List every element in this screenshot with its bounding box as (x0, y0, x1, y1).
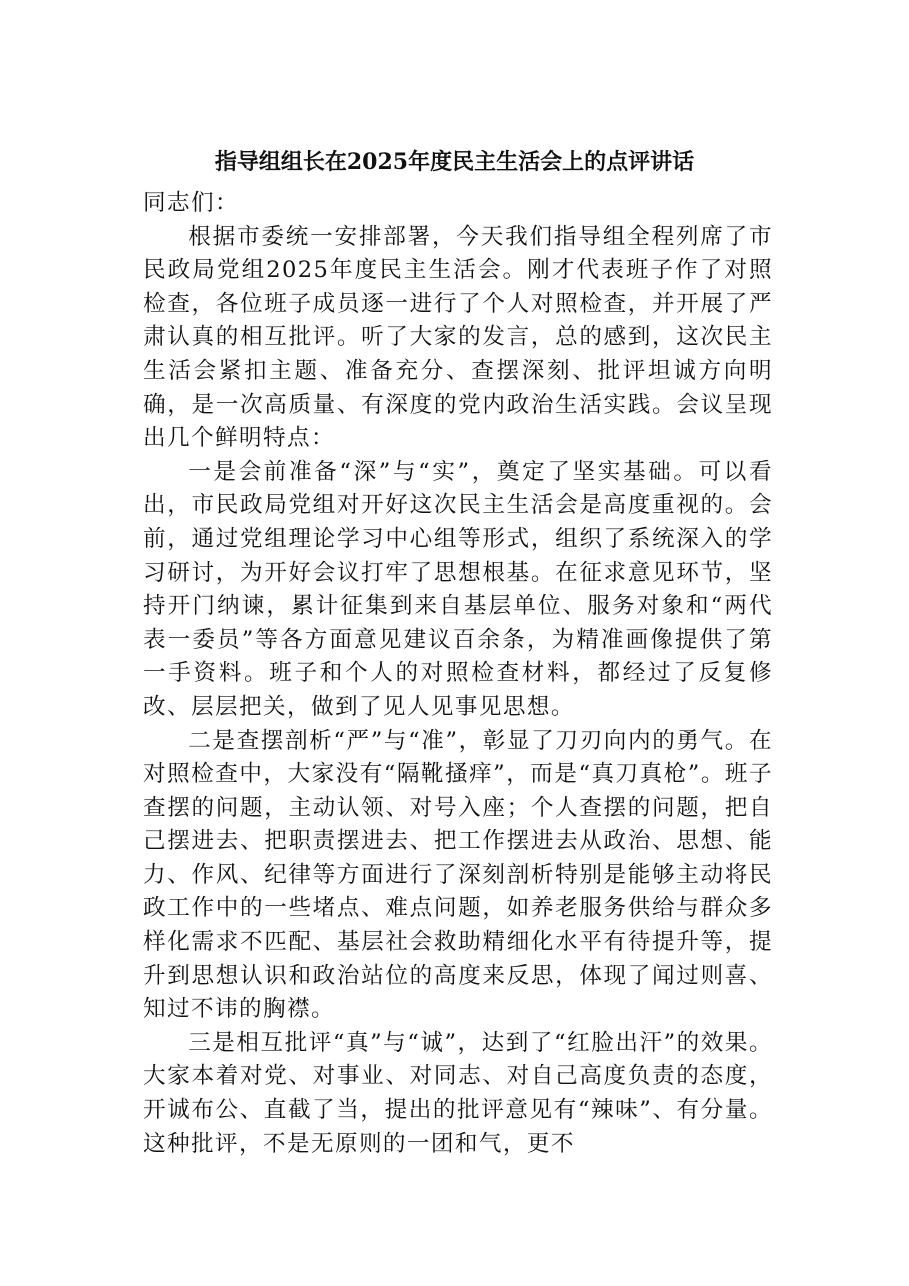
document-body (143, 187, 773, 1161)
paragraph-point-one: 一是会前准备“深”与“实”，奠定了坚实基础。可以看出，市民政局党组对开好这次民主生活会是高度重视的。会前，通过党组理论学习中心组等形式，组织了系统深入的学习研讨，为开好会议打牢了思想根基。在征求意见环节，坚持开门纳谏，累计征集到来自基层单位、服务对象和“两代表一委员”等各方面意见建议百余条，为精准画像提供了第一手资料。班子和个人的对照检查材料，都经过了反复修改、层层把关，做到了见人见事见思想。 (143, 458, 773, 720)
paragraph-point-two: 二是查摆剖析“严”与“准”，彰显了刀刃向内的勇气。在对照检查中，大家没有“隔靴搔痒”，而是“真刀真枪”。班子查摆的问题，主动认领、对号入座；个人查摆的问题，把自己摆进去、把职责摆进去、把工作摆进去从政治、思想、能力、作风、纪律等方面进行了深刻剖析特别是能够主动将民政工作中的一些堵点、难点问题，如养老服务供给与群众多样化需求不匹配、基层社会救助精细化水平有待提升等，提升到思想认识和政治站位的高度来反思，体现了闻过则喜、知过不讳的胸襟。 (143, 727, 773, 1023)
paragraph-intro: 根据市委统一安排部署，今天我们指导组全程列席了市民政局党组2025年度民主生活会。刚才代表班子作了对照检查，各位班子成员逐一进行了个人对照检查，并开展了严肃认真的相互批评。听了大家的发言，总的感到，这次民主生活会紧扣主题、准备充分、查摆深刻、批评坦诚方向明确，是一次高质量、有深度的党内政治生活实践。会议呈现出几个鲜明特点： (143, 223, 773, 452)
document-title: 指导组组长在2025年度民主生活会上的点评讲话 (214, 149, 695, 175)
salutation: 同志们： (143, 190, 239, 216)
paragraph-point-three: 三是相互批评“真”与“诚”，达到了“红脸出汗”的效果。大家本着对党、对事业、对同志、对自己高度负责的态度，开诚布公、直截了当，提出的批评意见有“辣味”、有分量。这种批评，不是无原则的一团和气，更不 (143, 1029, 773, 1157)
